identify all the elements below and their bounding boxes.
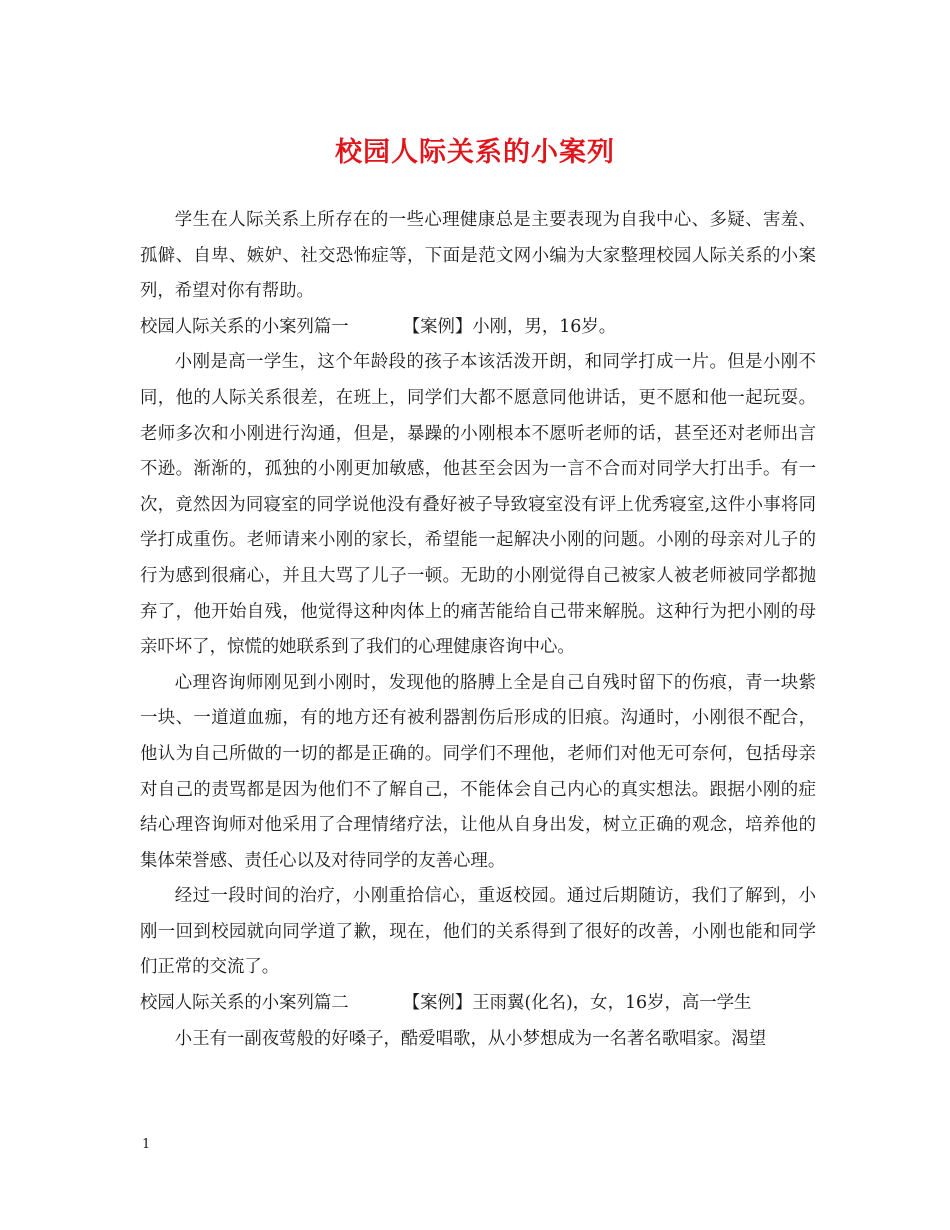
- document-body: [140, 203, 816, 1057]
- case2-paragraph-1: 小王有一副夜莺般的好嗓子，酷爱唱歌，从小梦想成为一名著名歌唱家。渴望: [174, 1028, 767, 1049]
- case1-paragraph-3: 经过一段时间的治疗，小刚重拾信心，重返校园。通过后期随访，我们了解到，小刚一回到校园就向同学道了歉，现在，他们的关系得到了很好的改善，小刚也能和同学们正常的交流了。: [140, 886, 816, 978]
- document-title: 校园人际关系的小案列: [335, 137, 615, 168]
- case1-heading-line: [140, 310, 816, 346]
- case1-heading: 校园人际关系的小案列篇一: [140, 316, 349, 337]
- case1-paragraph-1: 小刚是高一学生，这个年龄段的孩子本该活泼开朗，和同学打成一片。但是小刚不同，他的人际关系很差，在班上，同学们大都不愿意同他讲话，更不愿和他一起玩耍。老师多次和小刚进行沟通，但是，暴躁的小刚根本不愿听老师的话，甚至还对老师出言不逊。渐渐的，孤独的小刚更加敏感，他甚至会因为一言不合而对同学大打出手。有一次，竟然因为同寝室的同学说他没有叠好被子导致寝室没有评上优秀寝室,这件小事将同学打成重伤。老师请来小刚的家长，希望能一起解决小刚的问题。小刚的母亲对儿子的行为感到很痛心，并且大骂了儿子一顿。无助的小刚觉得自己被家人被老师被同学都抛弃了，他开始自残，他觉得这种肉体上的痛苦能给自己带来解脱。这种行为把小刚的母亲吓坏了，惊慌的她联系到了我们的心理健康咨询中心。: [140, 352, 816, 658]
- page-number: 1: [142, 1137, 151, 1152]
- case2-heading-line: [140, 986, 816, 1022]
- case1-paragraph-2: 心理咨询师刚见到小刚时，发现他的胳膊上全是自己自残时留下的伤痕，青一块紫一块、一道道血痂，有的地方还有被利器割伤后形成的旧痕。沟通时，小刚很不配合，他认为自己所做的一切的都是正确的。同学们不理他，老师们对他无可奈何，包括母亲对自己的责骂都是因为他们不了解自己，不能体会自己内心的真实想法。跟据小刚的症结心理咨询师对他采用了合理情绪疗法，让他从自身出发，树立正确的观念，培养他的集体荣誉感、责任心以及对待同学的友善心理。: [140, 672, 816, 871]
- case2-label: 【案例】王雨翼(化名)，女，16岁，高一学生: [402, 993, 752, 1014]
- case1-label: 【案例】小刚，男，16岁。: [402, 316, 617, 337]
- case2-heading: 校园人际关系的小案列篇二: [140, 993, 349, 1014]
- intro-paragraph: 学生在人际关系上所存在的一些心理健康总是主要表现为自我中心、多疑、害羞、孤僻、自卑、嫉妒、社交恐怖症等，下面是范文网小编为大家整理校园人际关系的小案列，希望对你有帮助。: [140, 210, 816, 302]
